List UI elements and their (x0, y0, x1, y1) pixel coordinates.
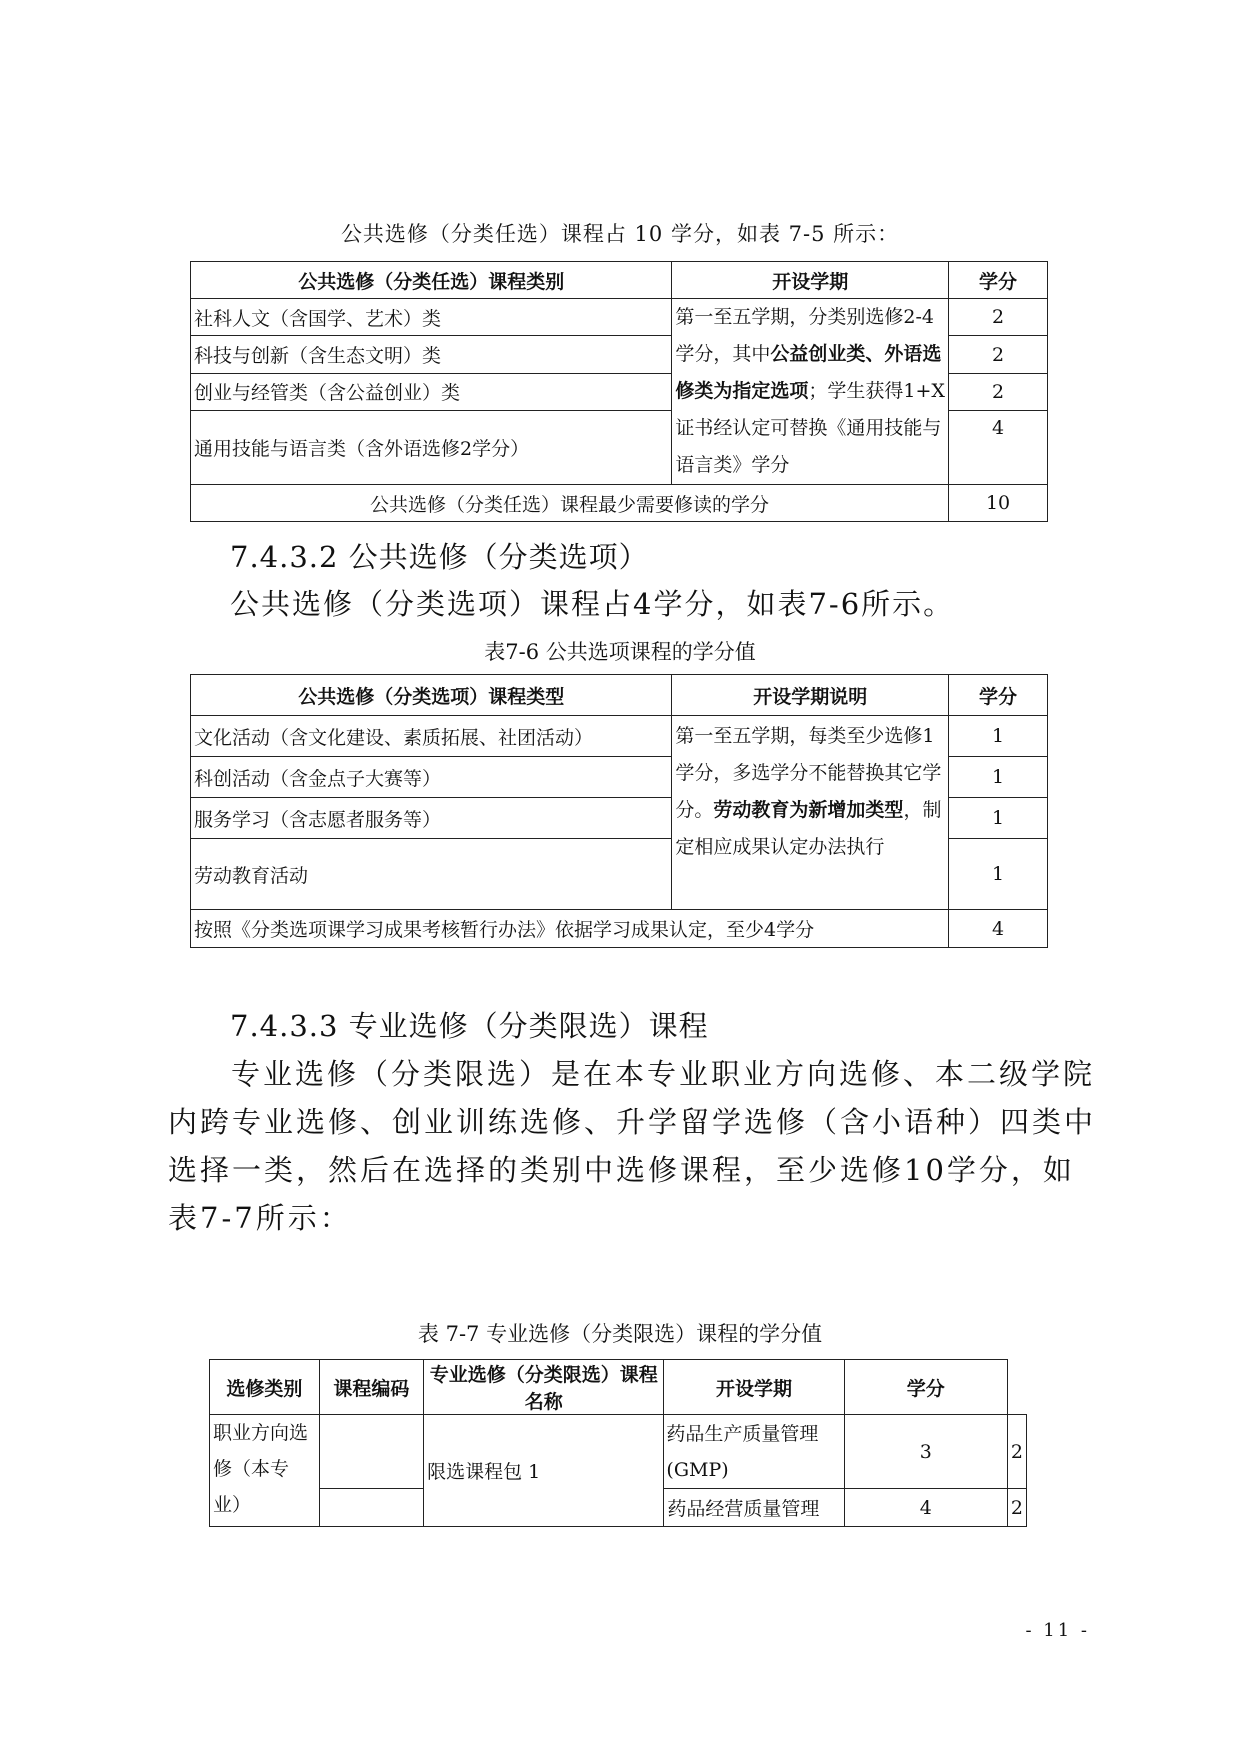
table-header: 开设学期 (664, 1360, 844, 1415)
table-cell: 3 (844, 1415, 1007, 1489)
table-header: 开设学期说明 (672, 675, 949, 716)
table-cell (319, 1489, 423, 1527)
table77-package: 限选课程包 1 (424, 1415, 664, 1527)
section-heading-7432: 7.4.3.2 公共选修（分类选项） (230, 540, 649, 574)
table-cell: 科技与创新（含生态文明）类 (191, 336, 672, 373)
table76-description (672, 716, 949, 910)
desc-text: 第一至五学期，分类别选修2-4学分，其中 (675, 306, 934, 365)
table76-caption: 表7-6 公共选项课程的学分值 (484, 640, 756, 664)
desc-text: 第一至五学期，每类至少选修1学分，多选学分不能替换其它学分。 (675, 725, 942, 821)
table77-category: 职业方向选修（本专业） (210, 1415, 320, 1527)
table-cell: 2 (949, 373, 1048, 410)
table-cell: 2 (949, 336, 1048, 373)
desc-text: ，制定相应成果认定办法执行 (675, 799, 942, 858)
desc-bold-text: 劳动教育为新增加类型 (713, 799, 904, 821)
table-7-7 (209, 1359, 1027, 1527)
table-cell: 创业与经管类（含公益创业）类 (191, 373, 672, 410)
section-7432-text: 公共选修（分类选项）课程占4学分，如表7-6所示。 (230, 587, 955, 621)
table-7-5 (190, 261, 1048, 522)
table-cell: 2 (949, 299, 1048, 336)
table-cell: 文化活动（含文化建设、素质拓展、社团活动） (191, 716, 672, 757)
table-cell: 科创活动（含金点子大赛等） (191, 757, 672, 798)
table75-total-label: 公共选修（分类任选）课程最少需要修读的学分 (191, 485, 949, 522)
table-header: 公共选修（分类选项）课程类型 (191, 675, 672, 716)
table-7-6 (190, 674, 1048, 948)
desc-text: ；学生获得1+X证书经认定可替换《通用技能与语言类》学分 (675, 380, 945, 476)
table-cell: 劳动教育活动 (191, 839, 672, 910)
table76-total-credit: 4 (949, 910, 1048, 948)
table-cell: 4 (949, 411, 1048, 485)
desc-bold-text: 公益创业类、外语选修类为指定选项 (675, 343, 942, 402)
table-header: 学分 (949, 262, 1048, 299)
table-cell: 2 (1007, 1415, 1026, 1489)
table-cell: 1 (949, 798, 1048, 839)
section-heading-7433: 7.4.3.3 专业选修（分类限选）课程 (230, 1009, 709, 1043)
table-header: 开设学期 (672, 262, 949, 299)
table-cell: 1 (949, 716, 1048, 757)
table-header: 选修类别 (210, 1360, 320, 1415)
table75-intro: 公共选修（分类任选）课程占 10 学分，如表 7-5 所示： (340, 222, 900, 246)
table77-caption: 表 7-7 专业选修（分类限选）课程的学分值 (417, 1322, 823, 1346)
table-header: 学分 (949, 675, 1048, 716)
table75-total-credit: 10 (949, 485, 1048, 522)
table-cell: 服务学习（含志愿者服务等） (191, 798, 672, 839)
table75-description (672, 299, 949, 485)
page-number: - 11 - (1025, 1620, 1090, 1641)
table-cell: 药品生产质量管理(GMP) (664, 1415, 844, 1489)
table-header: 学分 (844, 1360, 1007, 1415)
table-cell (319, 1415, 423, 1489)
table-cell: 4 (844, 1489, 1007, 1527)
table-header: 公共选修（分类任选）课程类别 (191, 262, 672, 299)
table-cell: 2 (1007, 1489, 1026, 1527)
table-header: 专业选修（分类限选）课程名称 (424, 1360, 664, 1415)
table-cell: 1 (949, 757, 1048, 798)
table-cell: 1 (949, 839, 1048, 910)
section-7433-paragraph: 专业选修（分类限选）是在本专业职业方向选修、本二级学院内跨专业选修、创业训练选修、升学留学选修（含小语种）四类中选择一类，然后在选择的类别中选修课程，至少选修10学分，如表7-7所示： (168, 1057, 1097, 1235)
table76-total-label: 按照《分类选项课学习成果考核暂行办法》依据学习成果认定，至少4学分 (191, 910, 949, 948)
table-header: 课程编码 (319, 1360, 423, 1415)
table-cell: 通用技能与语言类（含外语选修2学分） (191, 411, 672, 485)
table-cell: 药品经营质量管理 (664, 1489, 844, 1527)
table-cell: 社科人文（含国学、艺术）类 (191, 299, 672, 336)
